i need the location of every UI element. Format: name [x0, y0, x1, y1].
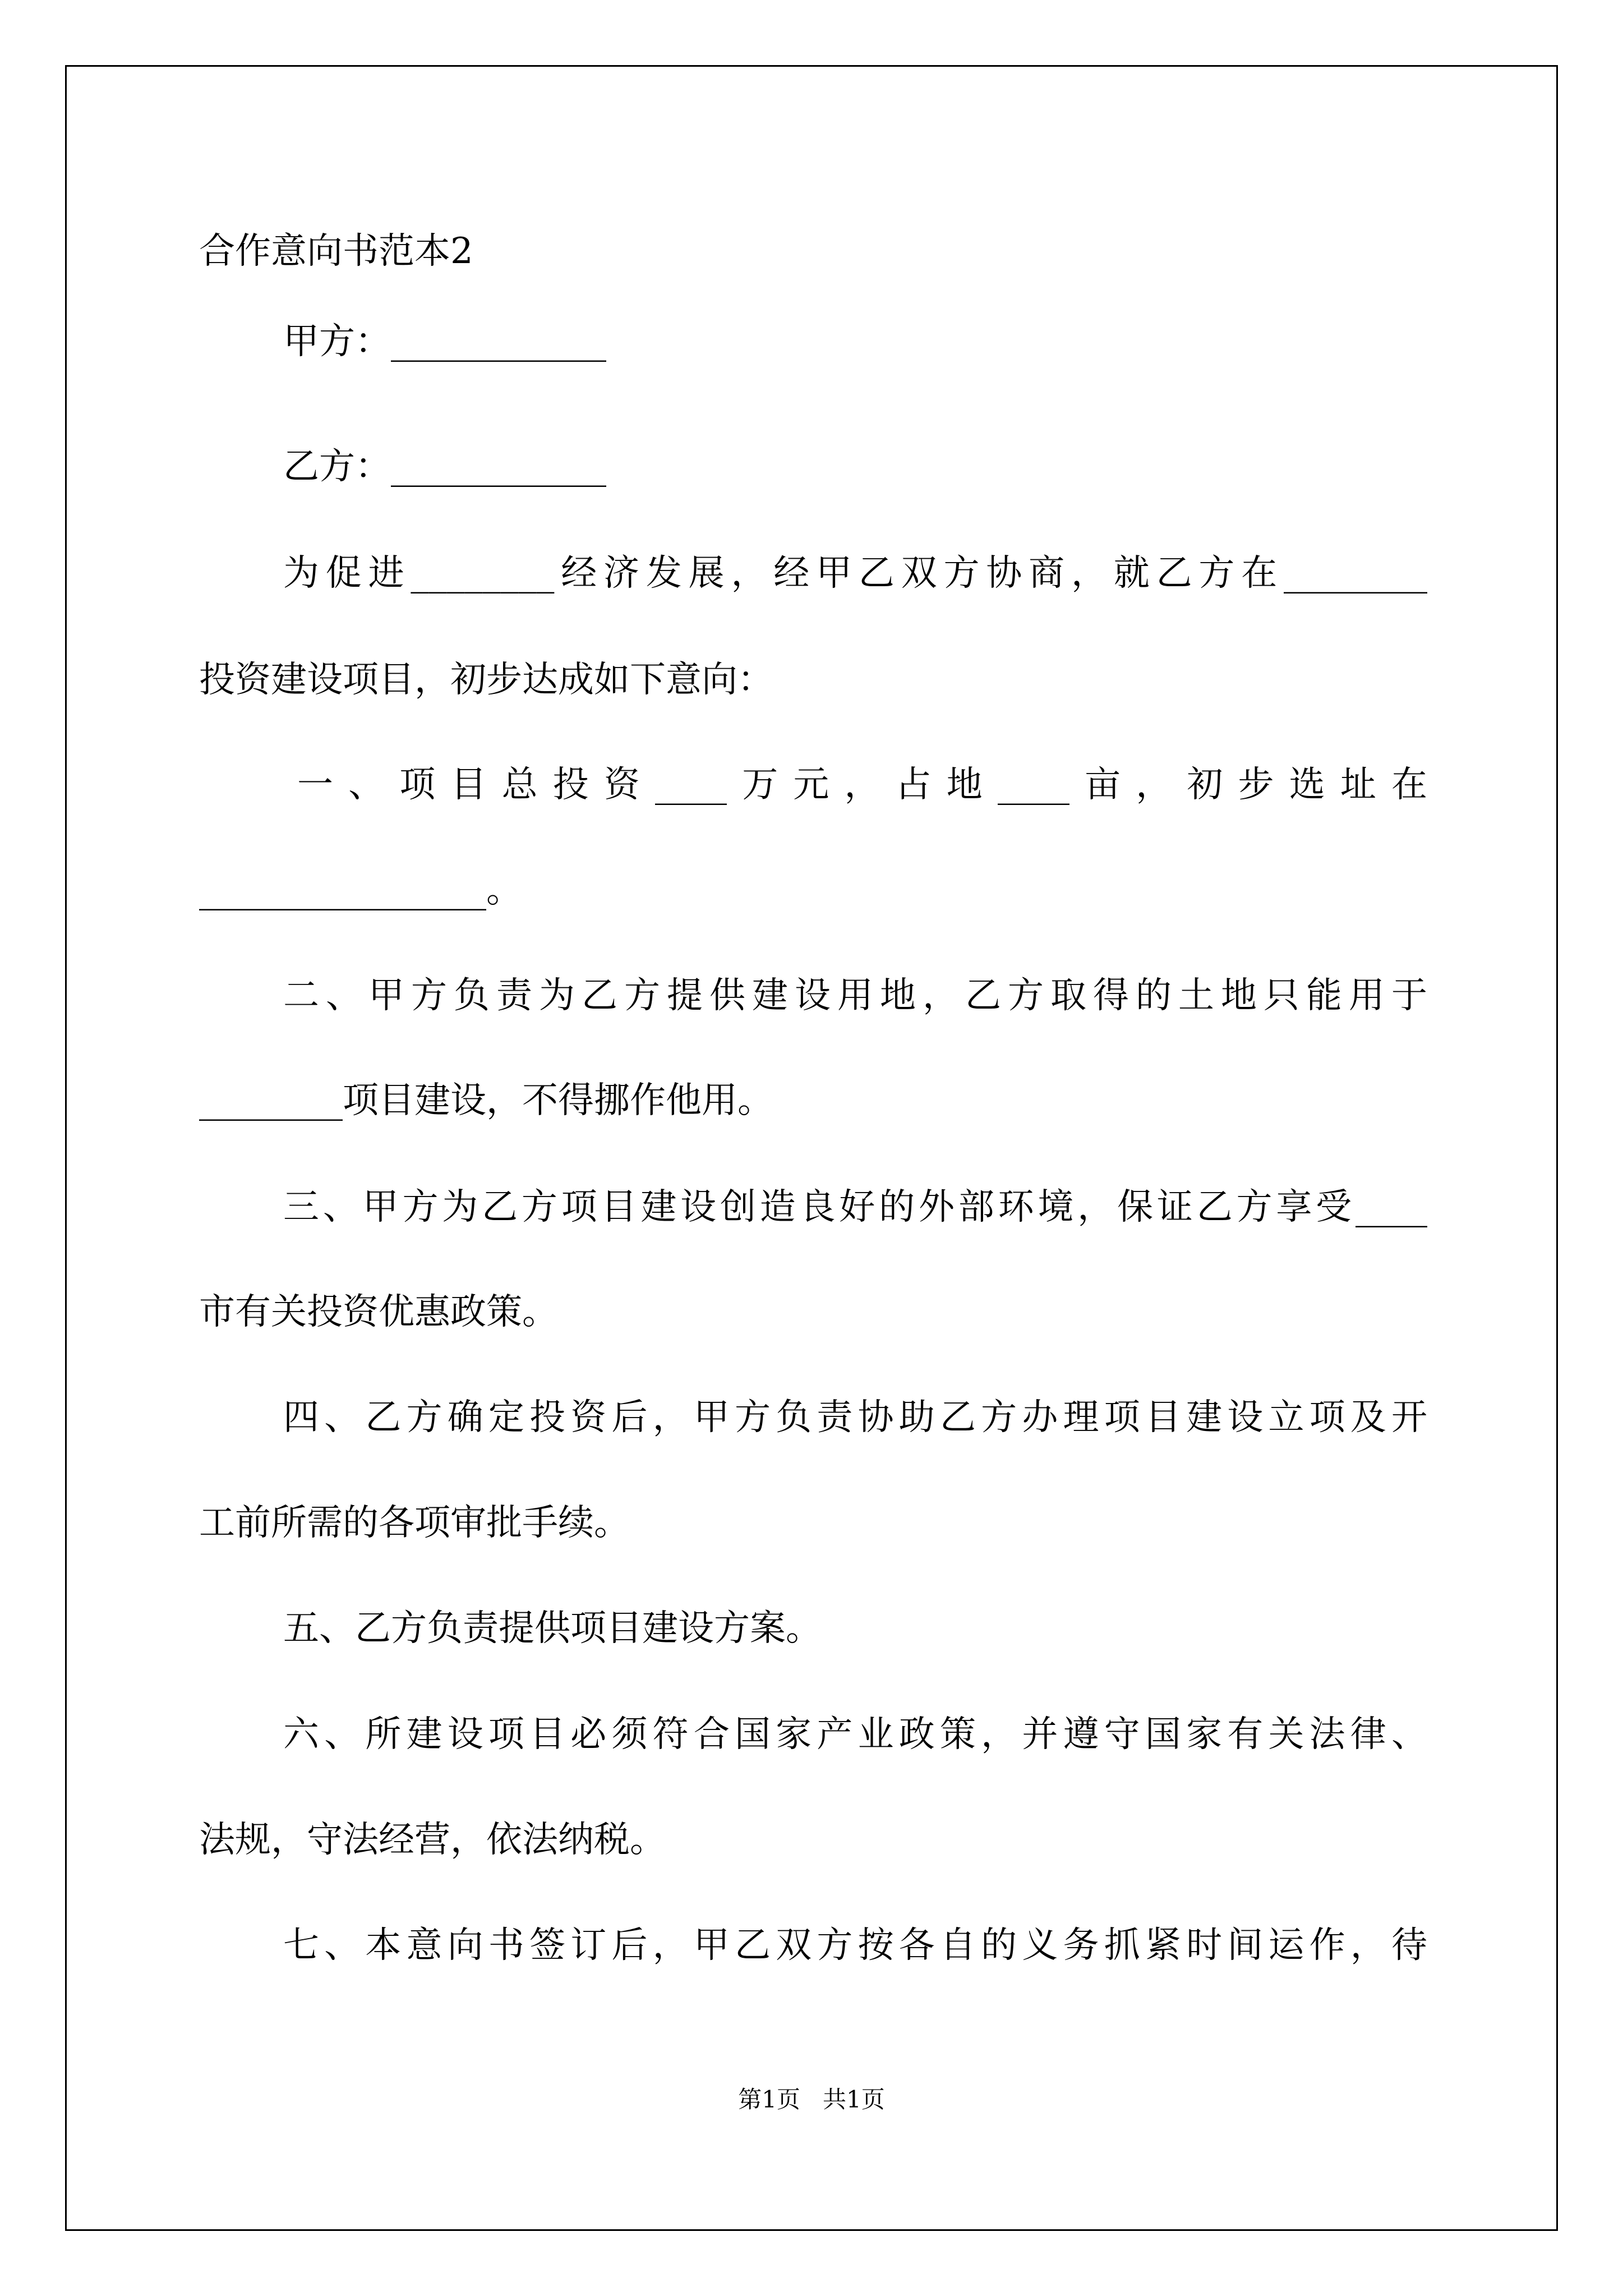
intro-line-1: 为促进________经济发展，经甲乙双方协商，就乙方在________	[283, 553, 1427, 594]
clause-6-line-1: 六、所建设项目必须符合国家产业政策，并遵守国家有关法律、	[283, 1714, 1427, 1755]
party-a-line: 甲方：____________	[283, 321, 606, 362]
clause-4-line-1: 四、乙方确定投资后，甲方负责协助乙方办理项目建设立项及开	[283, 1397, 1427, 1438]
document-title: 合作意向书范本2	[199, 231, 473, 272]
clause-4-line-2: 工前所需的各项审批手续。	[199, 1502, 630, 1544]
clause-7-line-1: 七、本意向书签订后，甲乙双方按各自的义务抓紧时间运作，待	[283, 1925, 1427, 1966]
party-b-line: 乙方：____________	[283, 446, 606, 487]
clause-1-line-1: 一、项目总投资____万元，占地____亩，初步选址在	[297, 764, 1427, 806]
clause-5-line-1: 五、乙方负责提供项目建设方案。	[283, 1608, 822, 1649]
clause-3-line-1: 三、甲方为乙方项目建设创造良好的外部环境，保证乙方享受____	[283, 1186, 1427, 1228]
intro-line-2: 投资建设项目，初步达成如下意向：	[199, 659, 773, 701]
clause-1-line-2: ________________。	[199, 869, 522, 911]
clause-2-line-2: ________项目建设，不得挪作他用。	[199, 1080, 773, 1121]
page-border	[65, 65, 1558, 2231]
clause-2-line-1: 二、甲方负责为乙方提供建设用地，乙方取得的土地只能用于	[283, 975, 1427, 1016]
clause-3-line-2: 市有关投资优惠政策。	[199, 1291, 558, 1333]
clause-6-line-2: 法规，守法经营，依法纳税。	[199, 1819, 666, 1861]
page-footer: 第1页 共1页	[738, 2086, 885, 2113]
